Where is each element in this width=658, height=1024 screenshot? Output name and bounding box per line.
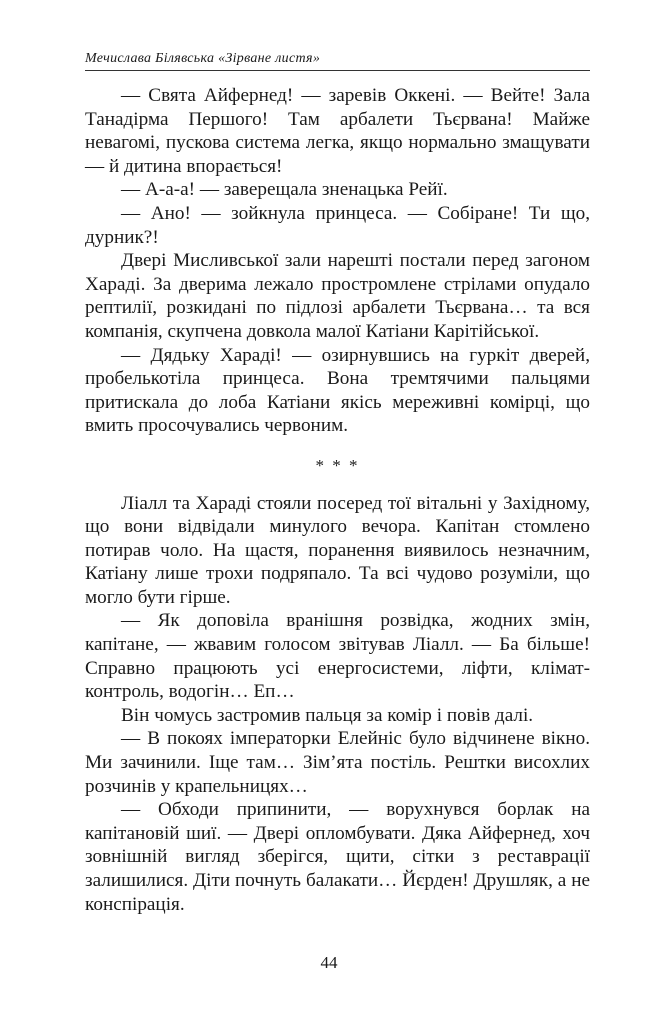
paragraph: Двері Мисливської зали нарешті постали перед загоном Хараді. За дверима лежало простромлене стрілами опудало рептилії, розкидані по підлозі арбалети Тьєрвана… та вся компанія, скупчена довкола малої Катіани Карітійської. [85, 250, 590, 342]
running-title: Мечислава Білявська «Зірване листя» [85, 51, 324, 67]
paragraph: — Ано! — зойкнула принцеса. — Собіране! Ти що, дурник?! [85, 202, 590, 248]
section-separator: * * * [315, 455, 360, 475]
paragraph: Він чомусь застромив пальця за комір і повів далі. [121, 704, 534, 726]
page-number: 44 [320, 953, 338, 972]
paragraph: — Обходи припинити, — ворухнувся борлак на капітановій шиї. — Двері опломбувати. Дяка Айфернед, хоч зовнішній вигляд зберігся, щити, сітки з реставрації залишилися. Діти почнуть балакати… Йєрден! Друшляк, а не конспірація. [85, 799, 590, 915]
paragraph: Ліалл та Хараді стояли посеред тої вітальні у Західному, що вони відвідали минулого вечора. Капітан стомлено потирав чоло. На щастя, поранення виявилось незначним, Катіану лише трохи подряпало. Та всі чудово розуміли, що могло бути гірше. [85, 492, 590, 608]
running-header [85, 48, 590, 71]
main-text [85, 84, 590, 916]
paragraph: — Дядьку Хараді! — озирнувшись на гуркіт дверей, пробелькотіла принцеса. Вона тремтячими пальцями притискала до лоба Катіани якісь мереживні комірці, що вмить просочувались червоним. [85, 344, 590, 437]
paragraph: — Як доповіла вранішня розвідка, жодних змін, капітане, — жвавим голосом звітував Ліалл. — Ба більше! Справно працюють усі енергосистеми, ліфти, клімат-контроль, водогін… Еп… [85, 610, 590, 703]
paragraph: — Свята Айфернед! — заревів Оккені. — Вейте! Зала Танадірма Першого! Там арбалети Тьєрвана! Майже невагомі, пускова система легка, якщо нормально змащувати — й дитина впорається! [85, 85, 590, 177]
paragraph: — А-а-а! — заверещала зненацька Рейї. [121, 179, 448, 201]
paragraph: — В покоях імператорки Елейніс було відчинене вікно. Ми зачинили. Іще там… Зім’ята постіль. Рештки висохлих розчинів у крапельницях… [85, 728, 590, 797]
